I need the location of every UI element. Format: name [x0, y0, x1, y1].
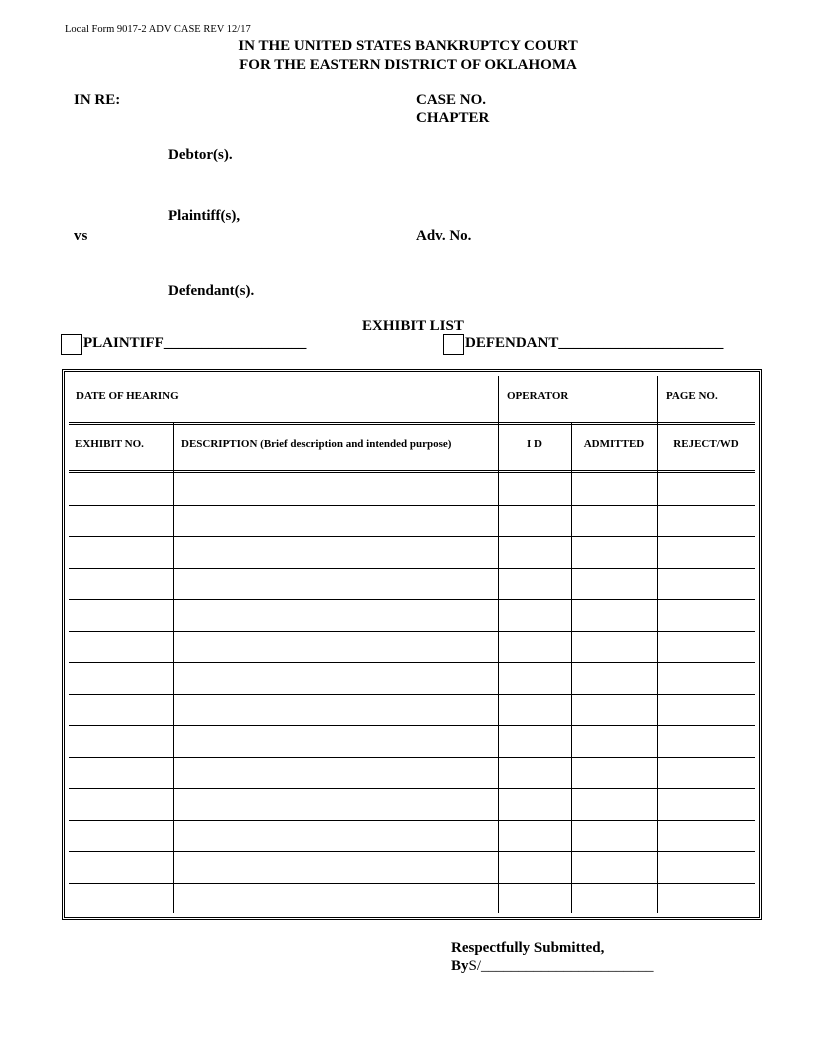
- chapter-label: CHAPTER: [416, 110, 490, 126]
- plaintiff-label: PLAINTIFF___________________: [83, 335, 307, 351]
- row-line: [69, 536, 755, 537]
- plaintiffs-label: Plaintiff(s),: [168, 208, 241, 224]
- header1-divider: [69, 422, 755, 425]
- debtors-label: Debtor(s).: [168, 147, 233, 163]
- date-of-hearing-header: DATE OF HEARING: [76, 390, 179, 402]
- case-no-label: CASE NO.: [416, 92, 487, 108]
- exhibit-no-header: EXHIBIT NO.: [75, 438, 144, 450]
- header1-col-divider-operator: [498, 376, 499, 423]
- col-divider-reject: [657, 423, 658, 913]
- exhibit-table: [62, 369, 762, 920]
- description-header: DESCRIPTION (Brief description and intended purpose): [181, 438, 452, 450]
- row-line: [69, 757, 755, 758]
- form-identifier: Local Form 9017-2 ADV CASE REV 12/17: [65, 24, 251, 35]
- id-header: I D: [527, 438, 542, 450]
- col-divider-description: [173, 423, 174, 913]
- row-line: [69, 599, 755, 600]
- col-divider-admitted: [571, 423, 572, 913]
- row-line: [69, 851, 755, 852]
- signature-by: [451, 958, 654, 975]
- row-line: [69, 662, 755, 663]
- row-line: [69, 788, 755, 789]
- in-re-label: IN RE:: [74, 92, 121, 108]
- row-line: [69, 568, 755, 569]
- row-line: [69, 725, 755, 726]
- header2-divider: [69, 470, 755, 473]
- exhibit-table-grid: [69, 376, 755, 913]
- respectfully-submitted: Respectfully Submitted,: [451, 940, 605, 956]
- court-name-line1: IN THE UNITED STATES BANKRUPTCY COURT: [238, 38, 578, 54]
- defendants-label: Defendant(s).: [168, 283, 255, 299]
- vs-label: vs: [74, 228, 88, 244]
- header1-col-divider-page: [657, 376, 658, 423]
- row-line: [69, 505, 755, 506]
- admitted-header: ADMITTED: [583, 438, 645, 450]
- signature-line[interactable]: S/_______________________: [468, 958, 654, 974]
- adv-no-label: Adv. No.: [416, 228, 472, 244]
- row-line: [69, 694, 755, 695]
- court-name-line2: FOR THE EASTERN DISTRICT OF OKLAHOMA: [239, 57, 577, 73]
- operator-header: OPERATOR: [507, 390, 569, 402]
- defendant-checkbox[interactable]: [443, 334, 464, 355]
- plaintiff-checkbox[interactable]: [61, 334, 82, 355]
- row-line: [69, 820, 755, 821]
- row-line: [69, 883, 755, 884]
- defendant-label: DEFENDANT______________________: [465, 335, 724, 351]
- reject-wd-header: REJECT/WD: [673, 438, 739, 450]
- col-divider-id: [498, 423, 499, 913]
- by-label: By: [451, 958, 469, 974]
- row-line: [69, 631, 755, 632]
- page-no-header: PAGE NO.: [666, 390, 718, 402]
- exhibit-list-title: EXHIBIT LIST: [362, 318, 464, 334]
